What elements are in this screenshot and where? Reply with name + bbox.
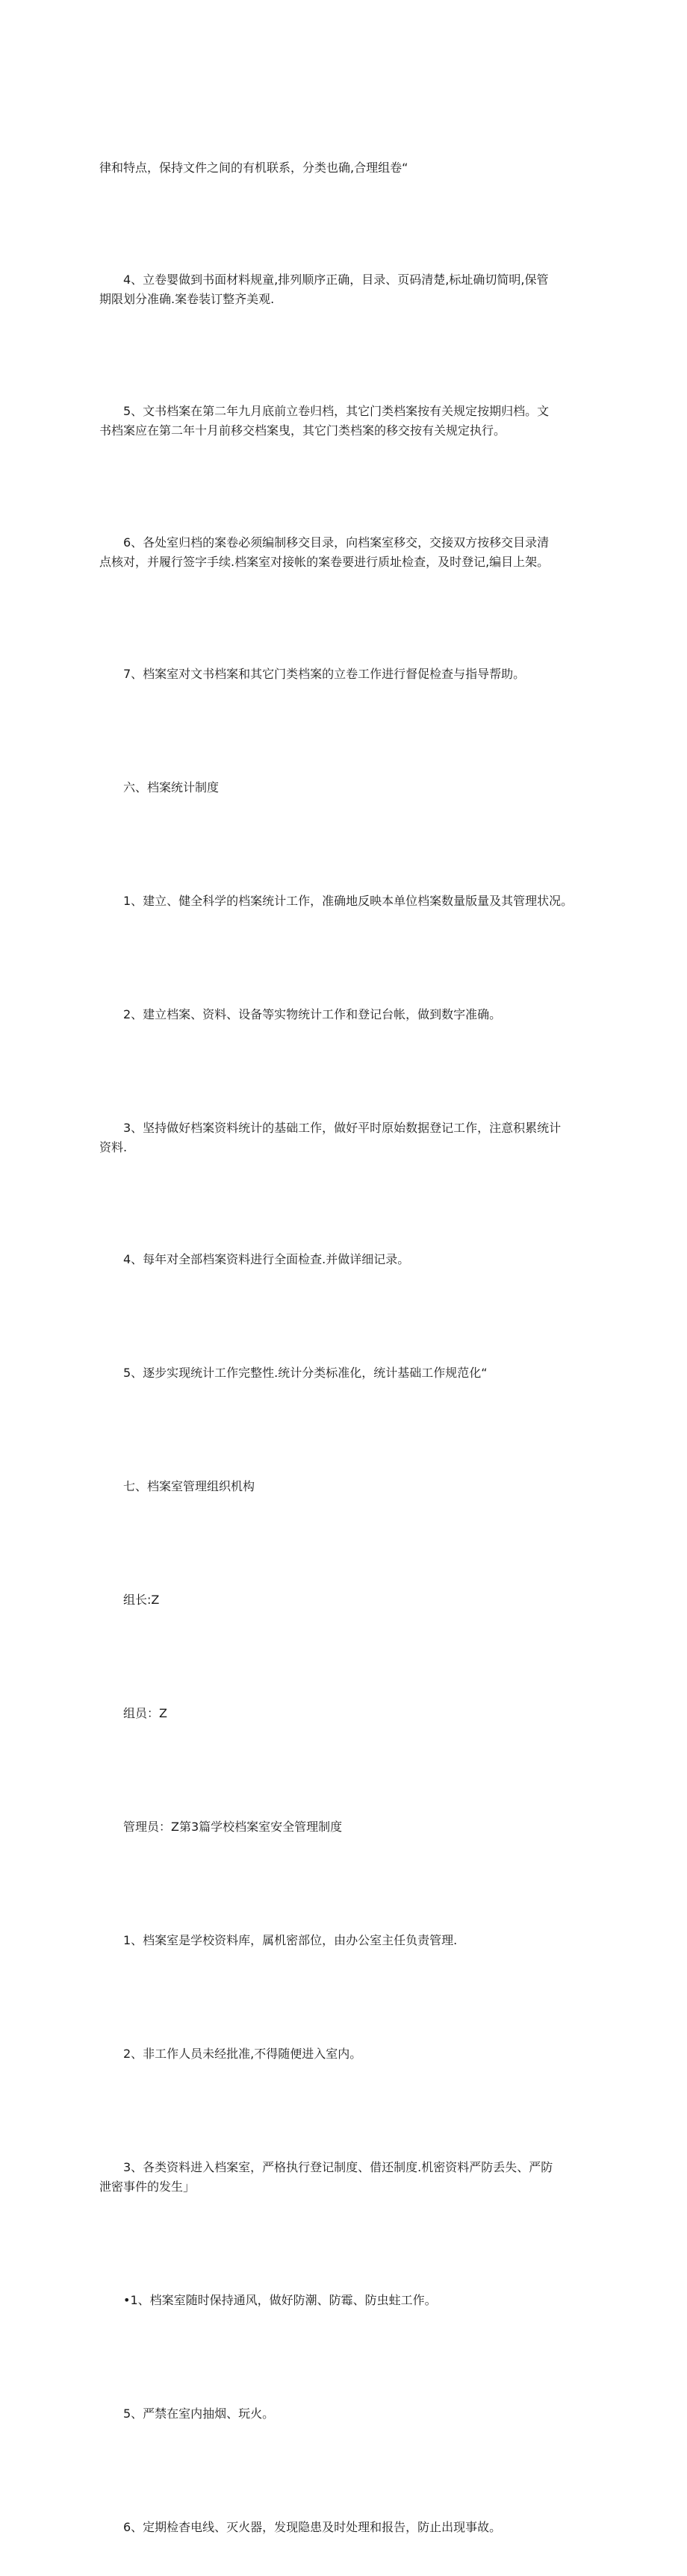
text-line: 5、逐步实现统计工作完整性.统计分类标准化，统计基础工作规范化“ xyxy=(123,1366,488,1380)
text-line: 组长:Z xyxy=(123,1593,160,1607)
paragraph xyxy=(99,2479,592,2576)
paragraph xyxy=(99,1665,592,1762)
text-line: 6、各处室归档的案卷必须编制移交目录，向档案室移交，交接双方按移交目录清 xyxy=(123,535,550,550)
text-line: 管理员：Z第3篇学校档案室安全管理制度 xyxy=(123,1820,343,1834)
paragraph xyxy=(99,119,592,217)
paragraph xyxy=(99,1080,592,1196)
paragraph xyxy=(99,1892,592,1989)
paragraph xyxy=(99,1552,592,1649)
paragraph xyxy=(99,2252,592,2349)
paragraph xyxy=(99,2365,592,2463)
document-body xyxy=(99,119,592,2576)
text-line: 4、每年对全部档案资料进行全面检查.并做详细记录。 xyxy=(123,1252,410,1266)
section-heading xyxy=(99,739,592,836)
text-line: 资料. xyxy=(99,1140,128,1154)
text-line: 4、立卷婴做到书面材料规童,排列顺序正确，目录、页码清楚,标址确切简明,保管 xyxy=(123,273,549,287)
paragraph xyxy=(99,2119,592,2236)
paragraph xyxy=(99,853,592,950)
text-line: 5、文书档案在第二年九月底前立卷归档，其它门类档案按有关规定按期归档。文 xyxy=(123,404,550,418)
text-line: •1、档案室随时保持通风，做好防潮、防霉、防虫蛀工作。 xyxy=(123,2293,437,2307)
text-line: 2、建立档案、资料、设备等实物统计工作和登记台帐，做到数字准确。 xyxy=(123,1007,502,1021)
paragraph xyxy=(99,2006,592,2103)
paragraph xyxy=(99,1779,592,1876)
paragraph xyxy=(99,494,592,611)
paragraph xyxy=(99,363,592,479)
text-line: 1、档案室是学校资料库，属机密部位，由办公室主任负责管理. xyxy=(123,1933,458,1947)
section-heading xyxy=(99,1438,592,1535)
text-line: 3、各类资料进入档案室，严格执行登记制度、借还制度.机密资料严防丢失、严防 xyxy=(123,2160,553,2174)
paragraph xyxy=(99,231,592,348)
paragraph xyxy=(99,966,592,1063)
text-line: 3、坚持做好档案资料统计的基础工作，做好平时原始数据登记工作，注意积累统计 xyxy=(123,1121,562,1135)
text-line: 书档案应在第二年十月前移交档案曳，其它门类档案的移交按有关规定执行。 xyxy=(99,423,506,438)
paragraph xyxy=(99,626,592,723)
paragraph xyxy=(99,1325,592,1422)
text-line: 六、档案统计制度 xyxy=(123,780,220,794)
text-line: 2、非工作人员未经批准,不得随便进入室内。 xyxy=(123,2047,362,2061)
text-line: 7、档案室对文书档案和其它门类档案的立卷工作进行督促检查与指导帮助。 xyxy=(123,667,526,681)
paragraph xyxy=(99,1211,592,1308)
text-line: 5、严禁在室内抽烟、玩火。 xyxy=(123,2407,275,2421)
text-line: 律和特点，保持文件之间的有机联系，分类也确,合理组卷“ xyxy=(99,161,408,175)
text-line: 泄密事件的发生」 xyxy=(99,2180,196,2194)
text-line: 点核对，并履行签字手续.档案室对接帐的案卷要进行质址检查，及时登记,编目上架。 xyxy=(99,555,550,569)
text-line: 1、建立、健全科学的档案统计工作，准确地反映本单位档案数量版量及其管理状况。 xyxy=(123,894,573,908)
text-line: 组员：Z xyxy=(123,1706,167,1720)
text-line: 七、档案室管理组织机构 xyxy=(123,1479,255,1493)
text-line: 期限划分准确.案卷装订整齐美观. xyxy=(99,292,275,306)
text-line: 6、定期检杳电线、灭火器，发现隐患及时处理和报告，防止出现事故。 xyxy=(123,2520,502,2534)
